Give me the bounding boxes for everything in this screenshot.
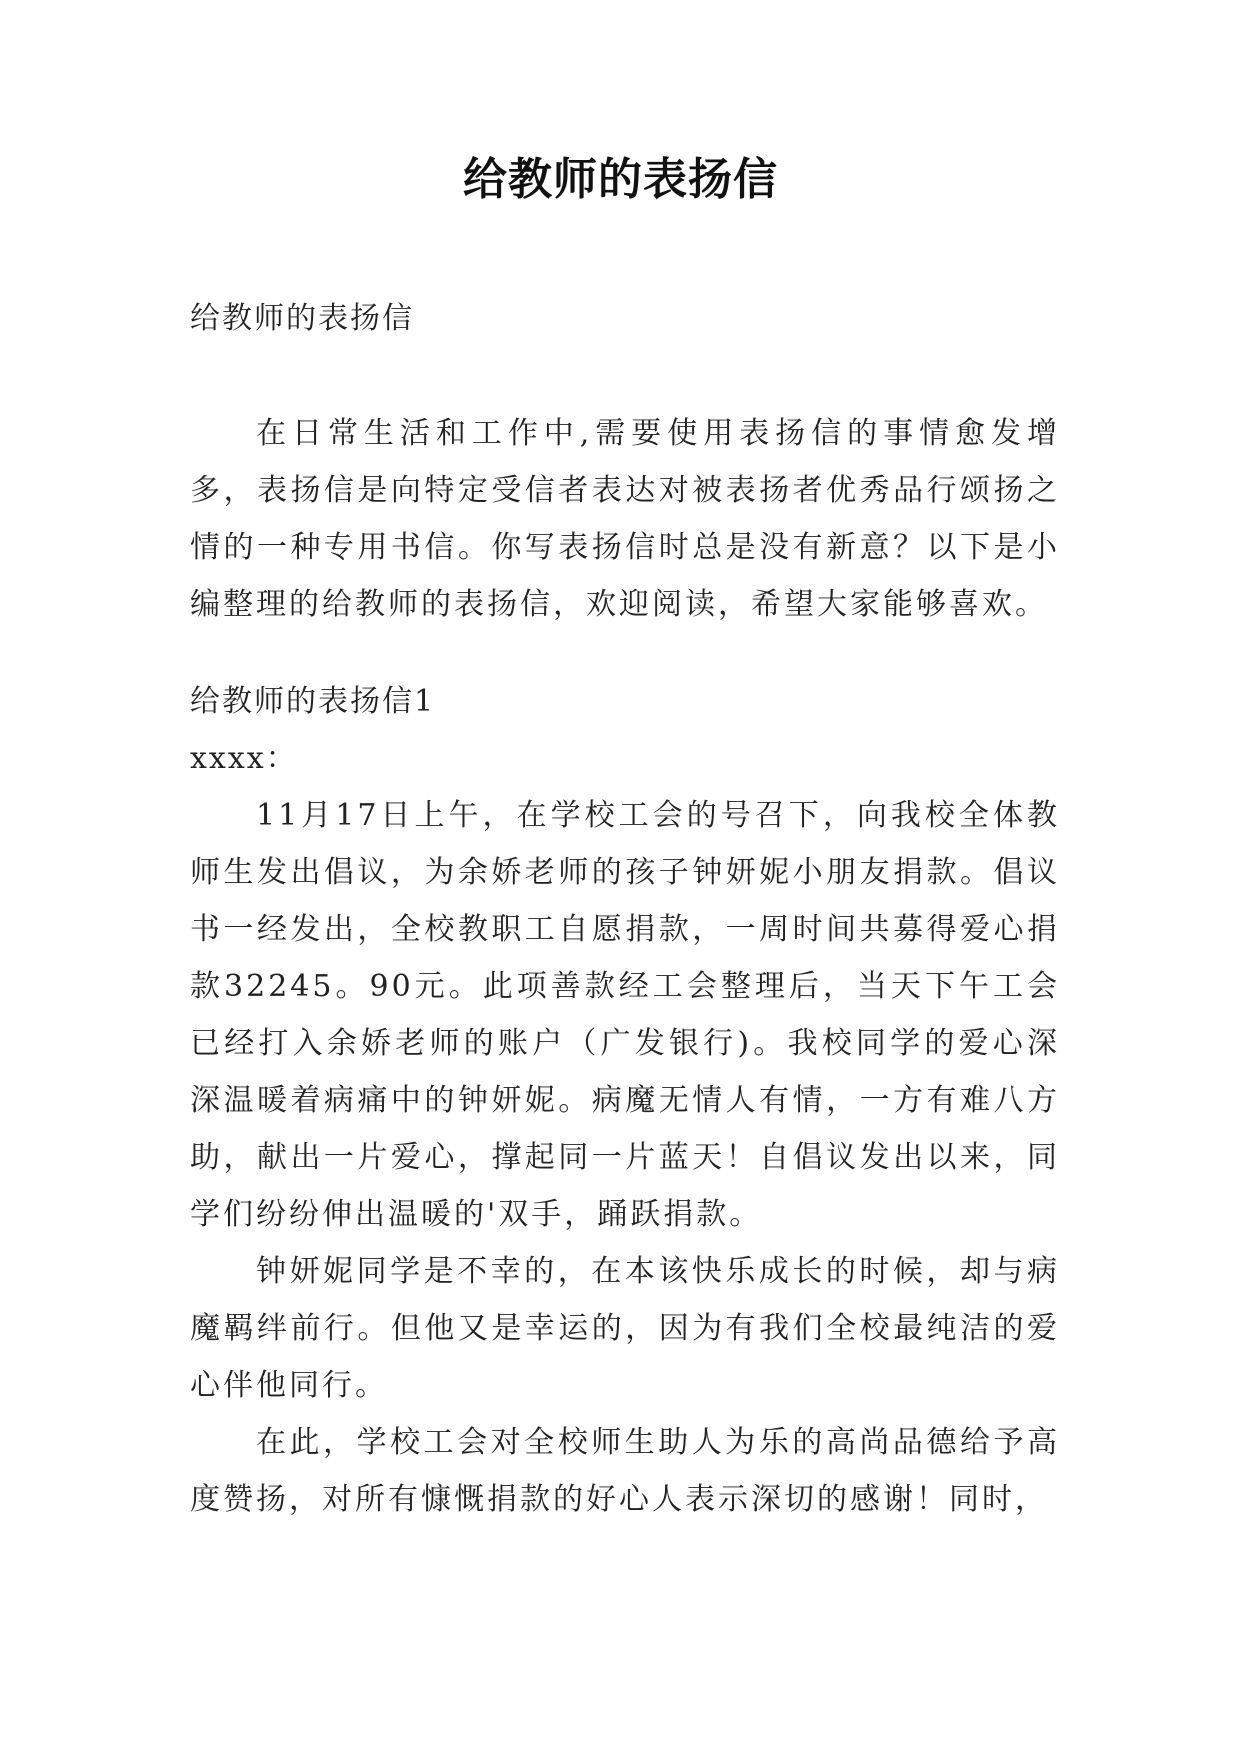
document-subtitle: 给教师的表扬信 <box>190 301 414 336</box>
spacer <box>190 633 1060 673</box>
spacer <box>190 347 1060 405</box>
intro-paragraph: 在日常生活和工作中,需要使用表扬信的事情愈发增多，表扬信是向特定受信者表达对被表扬者优秀品行颂扬之情的一种专用书信。你写表扬信时总是没有新意？以下是小编整理的给教师的表扬信，欢迎阅读，希望大家能够喜欢。 <box>190 416 1060 622</box>
document-body <box>190 290 1060 1528</box>
body-paragraph: 11月17日上午，在学校工会的号召下，向我校全体教师生发出倡议，为余娇老师的孩子钟妍妮小朋友捐款。倡议书一经发出，全校教职工自愿捐款，一周时间共募得爱心捐款32245。90元。此项善款经工会整理后，当天下午工会已经打入余娇老师的账户（广发银行)。我校同学的爱心深深温暖着病痛中的钟妍妮。病魔无情人有情，一方有难八方助，献出一片爱心，撑起同一片蓝天！自倡议发出以来，同学们纷纷伸出温暖的'双手，踊跃捐款。 <box>190 798 1060 1232</box>
body-paragraph: 在此，学校工会对全校师生助人为乐的高尚品德给予高度赞扬，对所有慷慨捐款的好心人表示深切的感谢！同时， <box>190 1425 1060 1517</box>
salutation: xxxx： <box>190 741 298 776</box>
body-paragraph: 钟妍妮同学是不幸的，在本该快乐成长的时候，却与病魔羁绊前行。但他又是幸运的，因为有我们全校最纯洁的爱心伴他同行。 <box>190 1254 1060 1403</box>
section-heading: 给教师的表扬信1 <box>190 684 436 719</box>
document-title: 给教师的表扬信 <box>463 154 778 205</box>
